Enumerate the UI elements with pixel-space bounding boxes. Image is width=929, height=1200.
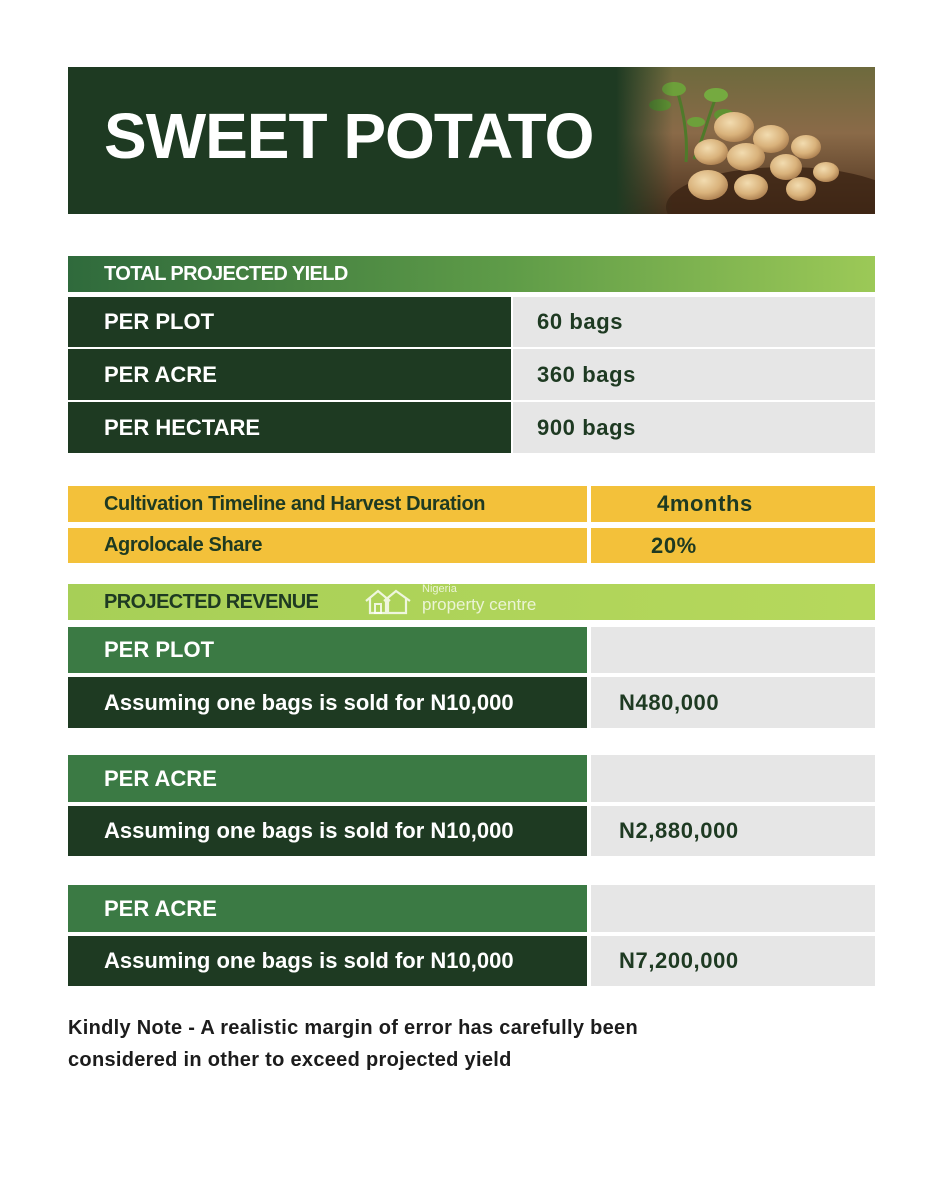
header-banner — [68, 67, 875, 214]
revenue-amount: N7,200,000 — [591, 936, 875, 986]
disclaimer-note — [68, 1012, 828, 1076]
watermark-bottom-text: property centre — [422, 595, 537, 614]
timeline-value: 4months — [591, 486, 875, 522]
yield-row-label: PER ACRE — [68, 349, 511, 400]
watermark-top-text: Nigeria — [422, 583, 457, 595]
yield-row-label: PER PLOT — [68, 297, 511, 347]
revenue-block-title: PER PLOT — [68, 627, 587, 673]
revenue-amount: N2,880,000 — [591, 806, 875, 856]
revenue-block-title: PER ACRE — [68, 885, 587, 932]
yield-row-value: 60 bags — [513, 297, 875, 347]
yield-row-label: PER HECTARE — [68, 402, 511, 453]
yield-row-value: 900 bags — [513, 402, 875, 453]
note-line-1: Kindly Note - A realistic margin of error has carefully been — [68, 1017, 639, 1039]
revenue-block-title-spacer — [591, 627, 875, 673]
revenue-block-title-spacer — [591, 885, 875, 932]
revenue-assumption: Assuming one bags is sold for N10,000 — [68, 936, 587, 986]
note-line-2: considered in other to exceed projected yield — [68, 1049, 512, 1071]
house-icon — [364, 587, 412, 615]
revenue-amount: N480,000 — [591, 677, 875, 728]
share-value: 20% — [591, 528, 875, 563]
revenue-block-title-spacer — [591, 755, 875, 802]
timeline-label: Cultivation Timeline and Harvest Duration — [68, 486, 587, 522]
share-label: Agrolocale Share — [68, 528, 587, 563]
sweet-potato-photo — [616, 67, 875, 214]
revenue-assumption: Assuming one bags is sold for N10,000 — [68, 677, 587, 728]
yield-row-value: 360 bags — [513, 349, 875, 400]
revenue-assumption: Assuming one bags is sold for N10,000 — [68, 806, 587, 856]
revenue-heading-text: PROJECTED REVENUE — [104, 591, 319, 613]
revenue-block-title: PER ACRE — [68, 755, 587, 802]
watermark — [364, 583, 584, 619]
page-title: SWEET POTATO — [104, 100, 594, 172]
yield-section-heading: TOTAL PROJECTED YIELD — [68, 256, 875, 292]
